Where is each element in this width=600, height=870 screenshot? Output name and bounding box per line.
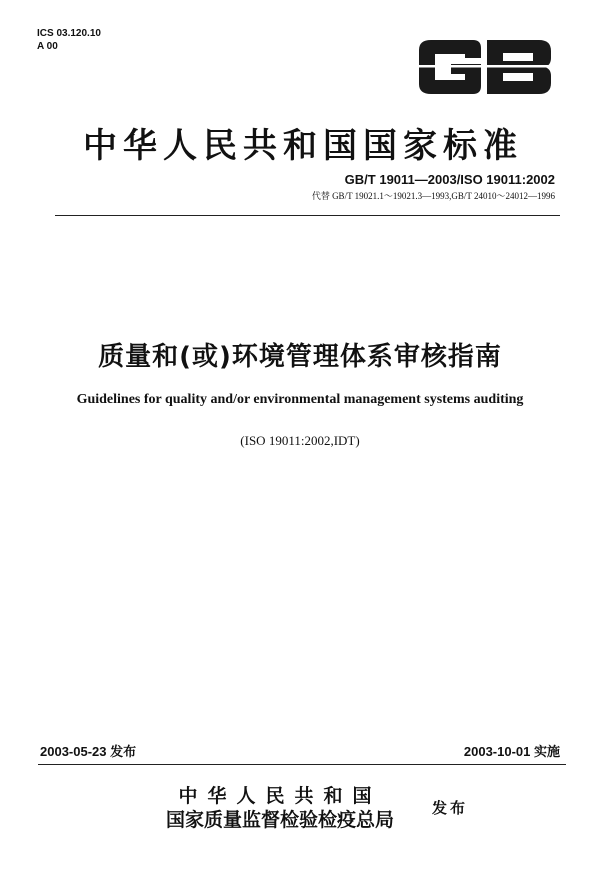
document-title-chinese: 质量和(或)环境管理体系审核指南 [98, 342, 502, 372]
gb-logo [411, 38, 557, 96]
header-divider [55, 215, 560, 216]
issuing-authority [130, 784, 430, 832]
publish-label: 发布 [432, 799, 469, 817]
replaces-standards: 代替 GB/T 19021.1～19021.3—1993,GB/T 24010～24012—1996 [311, 191, 555, 201]
document-title-english: Guidelines for quality and/or environmental management systems auditing [76, 392, 524, 407]
category-code: A 00 [37, 41, 58, 52]
ics-code: ICS 03.120.10 [37, 28, 101, 39]
issuer-country: 中华人民共和国 [178, 785, 382, 807]
classification-codes [37, 27, 101, 53]
issue-date: 2003-05-23 发布 [40, 744, 137, 759]
gb-logo-text: GB [411, 38, 413, 39]
standard-number: GB/T 19011—2003/ISO 19011:2002 [344, 172, 555, 187]
footer-divider [38, 764, 566, 765]
implementation-date: 2003-10-01 实施 [463, 744, 560, 759]
standard-type-title: 中华人民共和国国家标准 [83, 126, 523, 166]
issuer-agency: 国家质量监督检验检疫总局 [165, 809, 394, 831]
iso-equivalence: (ISO 19011:2002,IDT) [240, 433, 360, 448]
